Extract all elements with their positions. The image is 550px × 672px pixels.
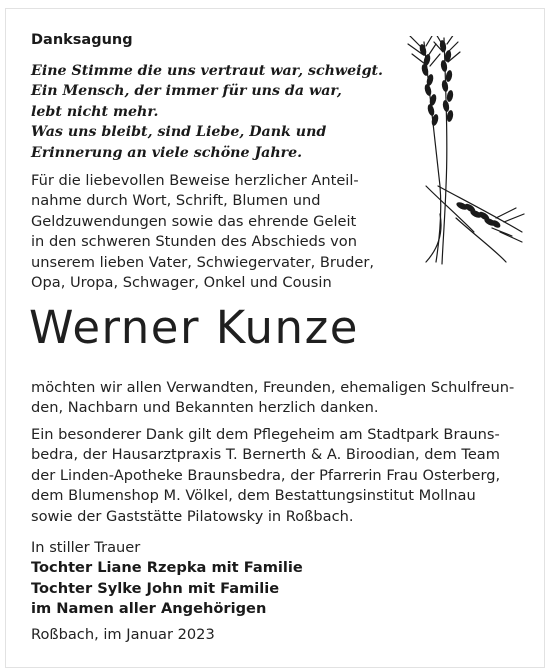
intro-line: Geldzuwendungen sowie das ehrende Geleit xyxy=(31,212,357,230)
intro-line: in den schweren Stunden des Abschieds von xyxy=(31,233,357,251)
place-date: Roßbach, im Januar 2023 xyxy=(31,626,215,643)
special-thanks-paragraph xyxy=(31,425,531,527)
poem-line: Eine Stimme die uns vertraut war, schweigt. xyxy=(31,63,383,79)
intro-line: unserem lieben Vater, Schwiegervater, Bruder, xyxy=(31,253,375,271)
intro-line: Für die liebevollen Beweise herzlicher Anteil- xyxy=(31,172,359,189)
poem xyxy=(31,61,391,163)
thanks-line: den, Nachbarn und Bekannten herzlich danken. xyxy=(31,399,379,417)
mourner-line: Tochter Sylke John mit Familie xyxy=(31,579,280,597)
poem-line: lebt nicht mehr. xyxy=(31,103,159,120)
intro-paragraph xyxy=(31,171,386,293)
notice-heading: Danksagung xyxy=(31,32,133,48)
wheat-ears-icon xyxy=(396,36,528,266)
special-thanks-line: bedra, der Hausarztpraxis T. Bernerth & A. Biroodian, dem Team xyxy=(31,446,500,464)
thanks-line: möchten wir allen Verwandten, Freunden, ehemaligen Schulfreun- xyxy=(31,379,515,396)
mourner-line: Tochter Liane Rzepka mit Familie xyxy=(31,559,303,577)
poem-line: Was uns bleibt, sind Liebe, Dank und xyxy=(31,124,327,141)
poem-line: Erinnerung an viele schöne Jahre. xyxy=(31,144,303,161)
special-thanks-line: der Linden-Apotheke Braunsbedra, der Pfarrerin Frau Osterberg, xyxy=(31,466,501,484)
deceased-name: Werner Kunze xyxy=(29,301,359,354)
intro-line: Opa, Uropa, Schwager, Onkel und Cousin xyxy=(31,274,332,292)
mourning-intro: In stiller Trauer xyxy=(31,539,141,556)
mourner-line: im Namen aller Angehörigen xyxy=(31,600,267,618)
special-thanks-line: Ein besonderer Dank gilt dem Pflegeheim am Stadtpark Brauns- xyxy=(31,426,500,443)
thanks-paragraph xyxy=(31,378,531,419)
intro-line: nahme durch Wort, Schrift, Blumen und xyxy=(31,192,321,210)
signature-block xyxy=(31,538,431,620)
special-thanks-line: sowie der Gaststätte Pilatowsky in Roßbach. xyxy=(31,507,354,525)
poem-line: Ein Mensch, der immer für uns da war, xyxy=(31,83,342,100)
special-thanks-line: dem Blumenshop M. Völkel, dem Bestattungsinstitut Mollnau xyxy=(31,487,476,505)
